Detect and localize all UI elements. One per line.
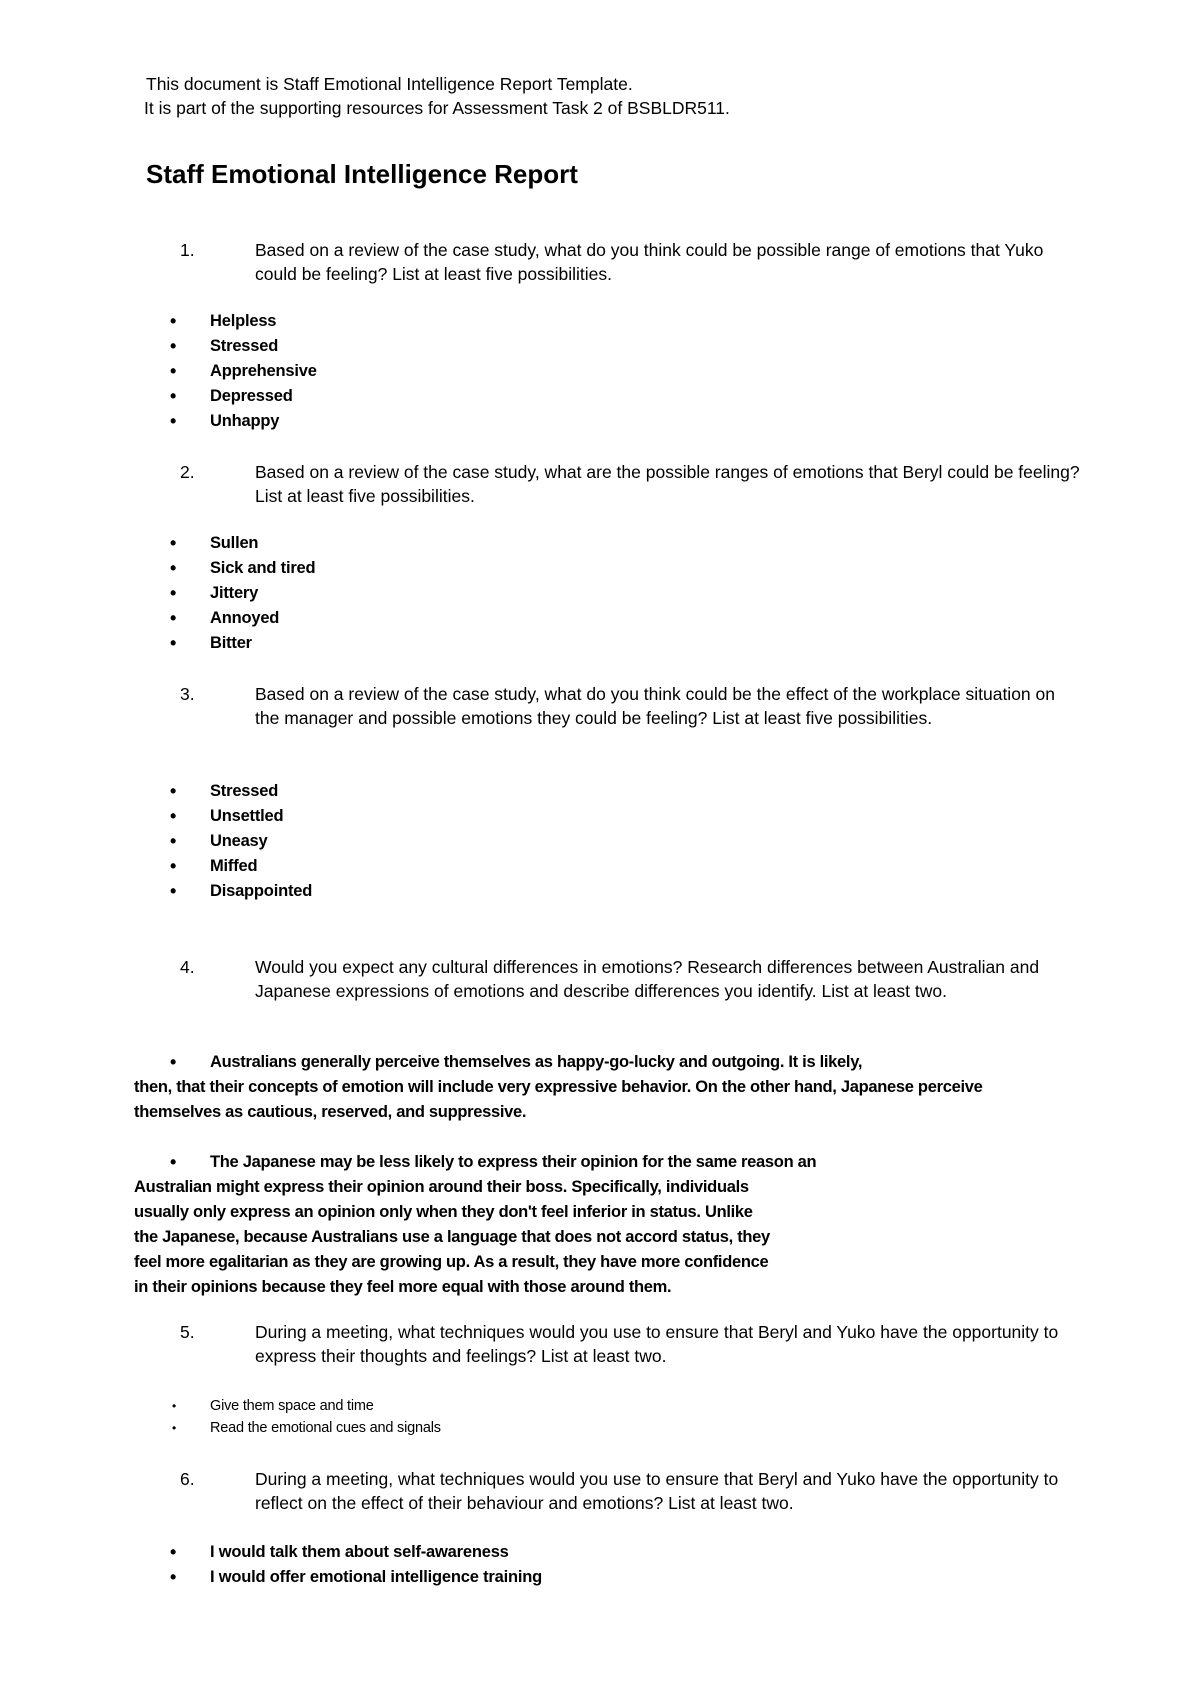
list-item: • Give them space and time (170, 1395, 441, 1417)
answer-paragraph-2 (134, 1150, 1094, 1300)
paragraph-text: Australians generally perceive themselves as happy-go-lucky and outgoing. It is likely, (210, 1053, 863, 1071)
answer-list-5 (170, 1395, 441, 1439)
list-item: • Apprehensive (170, 359, 317, 384)
list-item: • Depressed (170, 384, 317, 409)
question-number: 1. (180, 240, 195, 260)
list-item: • Helpless (170, 309, 317, 334)
list-item: • Miffed (170, 854, 312, 879)
list-item: • Unsettled (170, 804, 312, 829)
question-number: 2. (180, 462, 195, 482)
question-number: 4. (180, 957, 195, 977)
question-number: 6. (180, 1469, 195, 1489)
paragraph-line: themselves as cautious, reserved, and suppressive. (134, 1103, 527, 1121)
intro-text (146, 72, 730, 120)
question-number: 3. (180, 684, 195, 704)
paragraph-line: then, that their concepts of emotion will include very expressive behavior. On the other hand, Japanese perceive (134, 1078, 983, 1096)
question-6 (180, 1467, 1080, 1515)
document-title: Staff Emotional Intelligence Report (146, 159, 578, 189)
list-item: • Unhappy (170, 409, 317, 434)
list-item: • Uneasy (170, 829, 312, 854)
question-text: Would you expect any cultural differences in emotions? Research differences between Australian and Japanese expressions of emotions and describe differences you identify. List at least two. (255, 957, 1040, 1001)
paragraph-line: in their opinions because they feel more equal with those around them. (134, 1278, 672, 1296)
list-item: • I would offer emotional intelligence training (170, 1565, 542, 1590)
answer-paragraph-1 (134, 1050, 1094, 1125)
answer-list-2 (170, 531, 315, 656)
question-text: During a meeting, what techniques would you use to ensure that Beryl and Yuko have the opportunity to reflect on the effect of their behaviour and emotions? List at least two. (255, 1469, 1059, 1513)
question-3 (180, 682, 1080, 730)
list-item: • Stressed (170, 334, 317, 359)
question-5 (180, 1320, 1080, 1368)
paragraph-line: feel more egalitarian as they are growing up. As a result, they have more confidence (134, 1253, 769, 1271)
paragraph-first-line (134, 1050, 1094, 1075)
answer-list-6 (170, 1540, 542, 1590)
question-4 (180, 955, 1080, 1003)
list-item: • I would talk them about self-awareness (170, 1540, 542, 1565)
list-item: • Sick and tired (170, 556, 315, 581)
paragraph-first-line (134, 1150, 1094, 1175)
answer-list-3 (170, 779, 312, 904)
question-number: 5. (180, 1322, 195, 1342)
list-item: • Annoyed (170, 606, 315, 631)
question-text: Based on a review of the case study, what do you think could be possible range of emotions that Yuko could be feeling? List at least five possibilities. (255, 240, 1044, 284)
list-item: • Disappointed (170, 879, 312, 904)
bullet-icon: • (170, 1152, 177, 1172)
paragraph-text: The Japanese may be less likely to express their opinion for the same reason an (210, 1153, 817, 1171)
intro-line: It is part of the supporting resources for Assessment Task 2 of BSBLDR511. (144, 98, 730, 118)
list-item: • Bitter (170, 631, 315, 656)
question-text: Based on a review of the case study, what are the possible ranges of emotions that Beryl could be feeling? List at least five possibilities. (255, 462, 1080, 506)
question-text: Based on a review of the case study, what do you think could be the effect of the workplace situation on the manager and possible emotions they could be feeling? List at least five possibilities. (255, 684, 1055, 728)
paragraph-line: Australian might express their opinion around their boss. Specifically, individuals (134, 1178, 749, 1196)
answer-list-1 (170, 309, 317, 434)
question-2 (180, 460, 1080, 508)
question-text: During a meeting, what techniques would you use to ensure that Beryl and Yuko have the opportunity to express their thoughts and feelings? List at least two. (255, 1322, 1059, 1366)
list-item: • Sullen (170, 531, 315, 556)
bullet-icon: • (170, 1052, 177, 1072)
paragraph-line: usually only express an opinion only when they don't feel inferior in status. Unlike (134, 1203, 753, 1221)
question-1 (180, 238, 1080, 286)
intro-line: This document is Staff Emotional Intelligence Report Template. (146, 74, 633, 94)
list-item: • Jittery (170, 581, 315, 606)
list-item: • Stressed (170, 779, 312, 804)
paragraph-line: the Japanese, because Australians use a language that does not accord status, they (134, 1228, 770, 1246)
list-item: • Read the emotional cues and signals (170, 1417, 441, 1439)
